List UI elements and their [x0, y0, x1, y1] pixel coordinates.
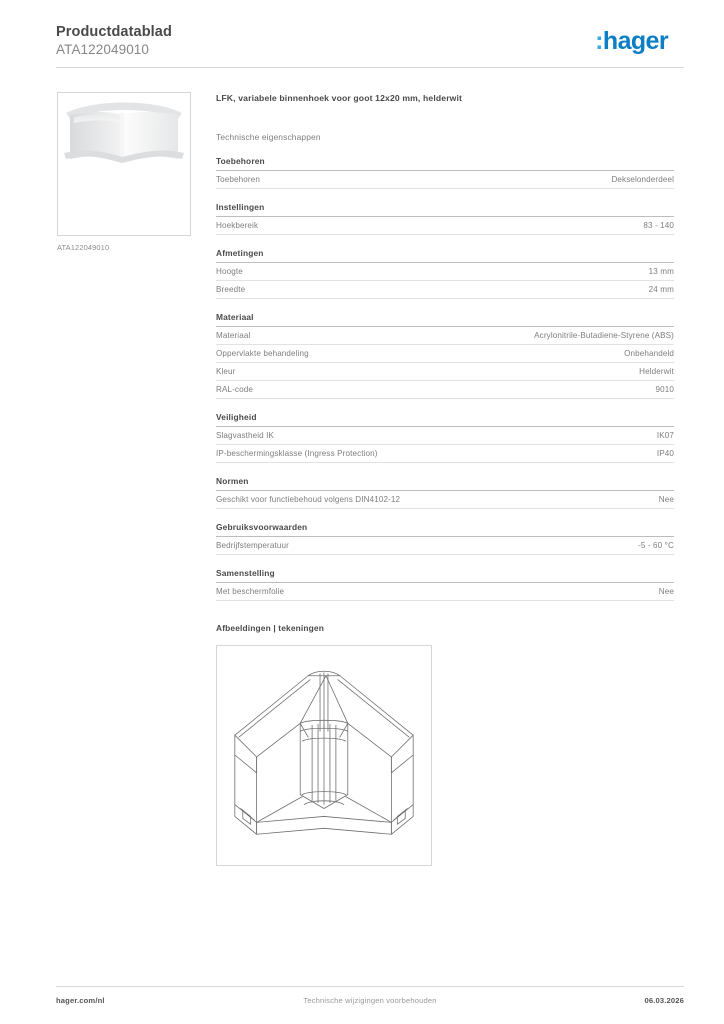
spec-row: [216, 263, 674, 281]
technical-drawing: [216, 645, 432, 866]
spec-key: RAL-code: [216, 384, 253, 394]
specifications-table: [216, 156, 674, 601]
footer-disclaimer: Technische wijzigingen voorbehouden: [303, 996, 437, 1005]
spec-group: [216, 156, 674, 189]
spec-group-title: Toebehoren: [216, 156, 674, 171]
spec-group: [216, 202, 674, 235]
spec-key: Toebehoren: [216, 174, 260, 184]
spec-value: 13 mm: [648, 266, 674, 276]
logo-wordmark: hager: [602, 27, 668, 55]
footer-date: 06.03.2026: [644, 996, 684, 1005]
spec-key: IP-beschermingsklasse (Ingress Protection): [216, 448, 378, 458]
spec-key: Met beschermfolie: [216, 586, 285, 596]
spec-group-title: Instellingen: [216, 202, 674, 217]
spec-key: Oppervlakte behandeling: [216, 348, 309, 358]
spec-key: Slagvastheid IK: [216, 430, 275, 440]
page-footer: [56, 996, 684, 1010]
spec-value: 24 mm: [648, 284, 674, 294]
spec-group: [216, 412, 674, 463]
spec-group-title: Materiaal: [216, 312, 674, 327]
logo-colon-icon: :: [595, 27, 603, 55]
product-name: LFK, variabele binnenhoek voor goot 12x20 mm, helderwit: [216, 93, 463, 103]
spec-row: [216, 381, 674, 399]
spec-row: [216, 363, 674, 381]
spec-row: [216, 217, 674, 235]
spec-group-title: Veiligheid: [216, 412, 674, 427]
spec-key: Breedte: [216, 284, 246, 294]
spec-row: [216, 345, 674, 363]
spec-group-title: Afmetingen: [216, 248, 674, 263]
footer-divider: [56, 986, 684, 987]
spec-key: Bedrijfstemperatuur: [216, 540, 289, 550]
spec-value: IP40: [656, 448, 674, 458]
spec-value: Helderwit: [639, 366, 674, 376]
spec-value: 83 - 140: [643, 220, 674, 230]
product-photo-image: [58, 93, 190, 235]
spec-key: Geschikt voor functiebehoud volgens DIN4102-12: [216, 494, 401, 504]
header-divider: [56, 67, 684, 68]
drawings-label: Afbeeldingen | tekeningen: [216, 623, 324, 633]
spec-row: [216, 445, 674, 463]
main-content: [216, 92, 674, 866]
spec-row: [216, 171, 674, 189]
spec-group-title: Samenstelling: [216, 568, 674, 583]
hager-logo: [595, 28, 668, 54]
spec-key: Hoogte: [216, 266, 243, 276]
spec-value: Acrylonitrile-Butadiene-Styrene (ABS): [534, 330, 674, 340]
product-photo: [57, 92, 191, 236]
spec-key: Materiaal: [216, 330, 251, 340]
product-reference: ATA122049010: [56, 42, 150, 57]
spec-group: [216, 522, 674, 555]
spec-value: Dekselonderdeel: [611, 174, 674, 184]
spec-group: [216, 248, 674, 299]
spec-value: -5 - 60 °C: [638, 540, 674, 550]
spec-group-title: Normen: [216, 476, 674, 491]
page-header: [56, 24, 668, 68]
spec-row: [216, 491, 674, 509]
spec-group: [216, 312, 674, 399]
spec-group: [216, 568, 674, 601]
spec-row: [216, 537, 674, 555]
footer-website-link[interactable]: hager.com/nl: [56, 996, 105, 1005]
spec-key: Hoekbereik: [216, 220, 259, 230]
product-thumbnail-block: [57, 92, 191, 252]
spec-row: [216, 583, 674, 601]
spec-row: [216, 427, 674, 445]
spec-value: Nee: [658, 586, 674, 596]
spec-group-title: Gebruiksvoorwaarden: [216, 522, 674, 537]
spec-group: [216, 476, 674, 509]
spec-key: Kleur: [216, 366, 236, 376]
technical-properties-label: Technische eigenschappen: [216, 132, 321, 142]
spec-row: [216, 327, 674, 345]
thumbnail-caption: ATA122049010: [57, 243, 110, 252]
spec-row: [216, 281, 674, 299]
spec-value: Onbehandeld: [624, 348, 674, 358]
technical-drawing-image: [217, 646, 431, 865]
spec-value: IK07: [656, 430, 674, 440]
spec-value: Nee: [658, 494, 674, 504]
spec-value: 9010: [655, 384, 674, 394]
page-title: Productdatablad: [56, 24, 172, 40]
